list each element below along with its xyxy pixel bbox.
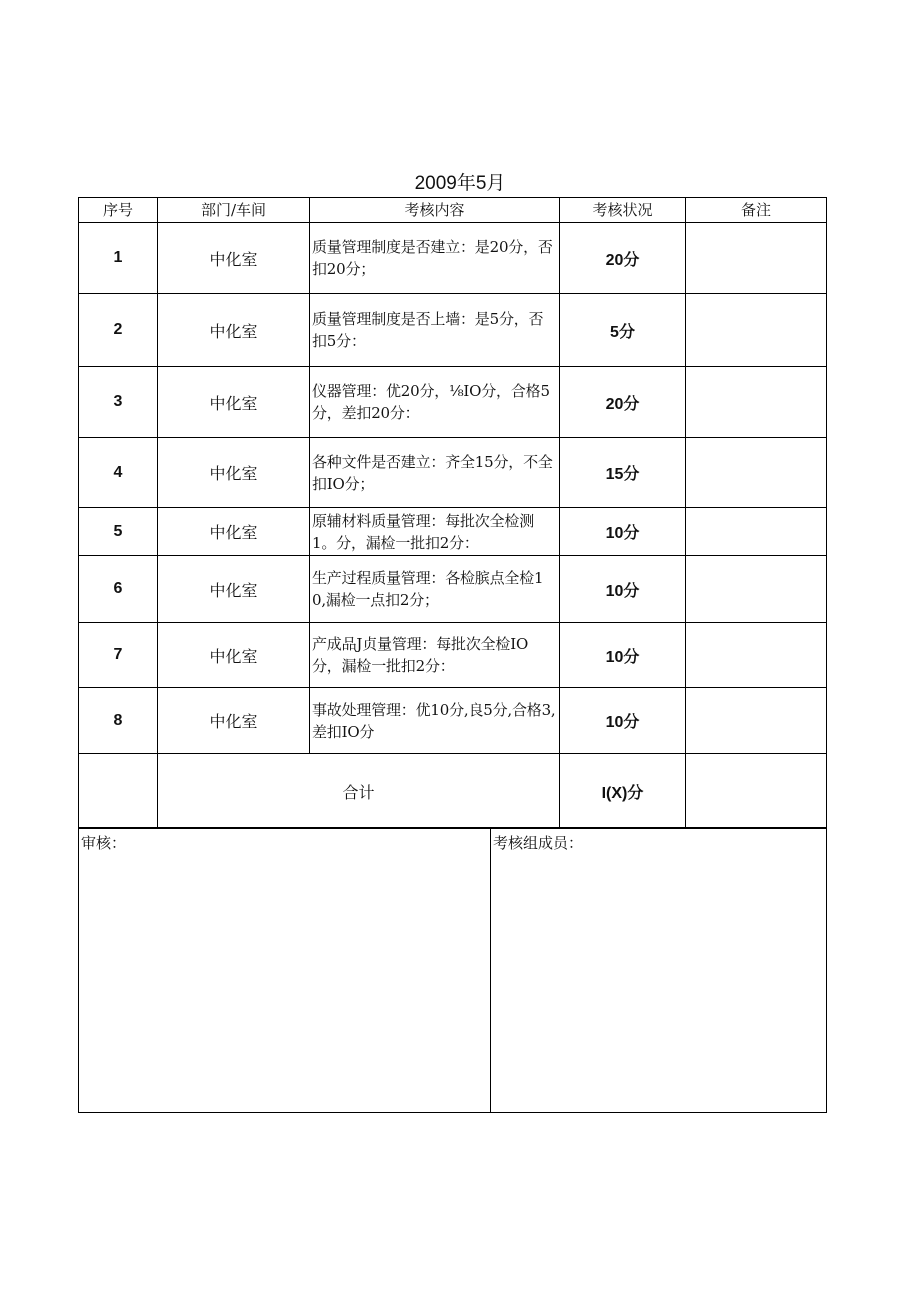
members-cell: [491, 828, 827, 1113]
row-note: [686, 367, 827, 438]
row-no: 1: [79, 223, 158, 294]
table-row: [79, 294, 827, 367]
row-note: [686, 223, 827, 294]
members-label: 考核组成员：: [493, 834, 584, 852]
row-content: 各种文件是否建立：齐全15分，不全扣IO分；: [310, 438, 560, 508]
row-note: [686, 556, 827, 623]
total-label: 合计: [158, 754, 560, 829]
document-title: 2009年5月: [414, 173, 506, 194]
row-content: 产成品J贞量管理：每批次全检IO分，漏检一批扣2分：: [310, 623, 560, 688]
row-no: 3: [79, 367, 158, 438]
table-header-row: [79, 198, 827, 223]
row-status: 10分: [560, 623, 686, 688]
row-no: 7: [79, 623, 158, 688]
row-content: 质量管理制度是否上墙：是5分，否扣5分：: [310, 294, 560, 367]
row-no: 8: [79, 688, 158, 754]
row-dept: 中化室: [158, 223, 310, 294]
header-content: 考核内容: [310, 198, 560, 223]
review-cell: [79, 828, 491, 1113]
row-dept: 中化室: [158, 294, 310, 367]
table-row: [79, 688, 827, 754]
total-row: [79, 754, 827, 829]
row-status: 10分: [560, 508, 686, 556]
header-dept: 部门/车间: [158, 198, 310, 223]
total-status: I(X)分: [560, 754, 686, 829]
row-content: 质量管理制度是否建立：是20分，否扣20分；: [310, 223, 560, 294]
row-note: [686, 688, 827, 754]
row-dept: 中化室: [158, 438, 310, 508]
table-row: [79, 223, 827, 294]
header-note: 备注: [686, 198, 827, 223]
row-dept: 中化室: [158, 556, 310, 623]
row-content: 生产过程质量管理：各检膑点全检10,漏检一点扣2分；: [310, 556, 560, 623]
row-note: [686, 438, 827, 508]
header-status: 考核状况: [560, 198, 686, 223]
row-note: [686, 623, 827, 688]
row-note: [686, 508, 827, 556]
table-row: [79, 438, 827, 508]
row-status: 20分: [560, 223, 686, 294]
table-row: [79, 556, 827, 623]
table-row: [79, 508, 827, 556]
row-content: 仪器管理：优20分，⅛IO分，合格5分，差扣20分：: [310, 367, 560, 438]
table-row: [79, 367, 827, 438]
row-no: 4: [79, 438, 158, 508]
row-status: 10分: [560, 556, 686, 623]
assessment-table: [78, 197, 827, 829]
row-dept: 中化室: [158, 367, 310, 438]
review-label: 审核：: [81, 834, 127, 852]
row-note: [686, 294, 827, 367]
row-status: 5分: [560, 294, 686, 367]
row-status: 20分: [560, 367, 686, 438]
row-no: 2: [79, 294, 158, 367]
row-dept: 中化室: [158, 623, 310, 688]
row-status: 10分: [560, 688, 686, 754]
row-content: 事故处理管理：优10分,良5分,合格3,差扣IO分: [310, 688, 560, 754]
table-row: [79, 623, 827, 688]
total-no: [79, 754, 158, 829]
row-no: 6: [79, 556, 158, 623]
total-note: [686, 754, 827, 829]
signature-table: [78, 827, 827, 1113]
row-no: 5: [79, 508, 158, 556]
row-status: 15分: [560, 438, 686, 508]
row-dept: 中化室: [158, 508, 310, 556]
row-content: 原辅材料质量管理：每批次全检测1。分，漏检一批扣2分：: [310, 508, 560, 556]
row-dept: 中化室: [158, 688, 310, 754]
header-no: 序号: [79, 198, 158, 223]
